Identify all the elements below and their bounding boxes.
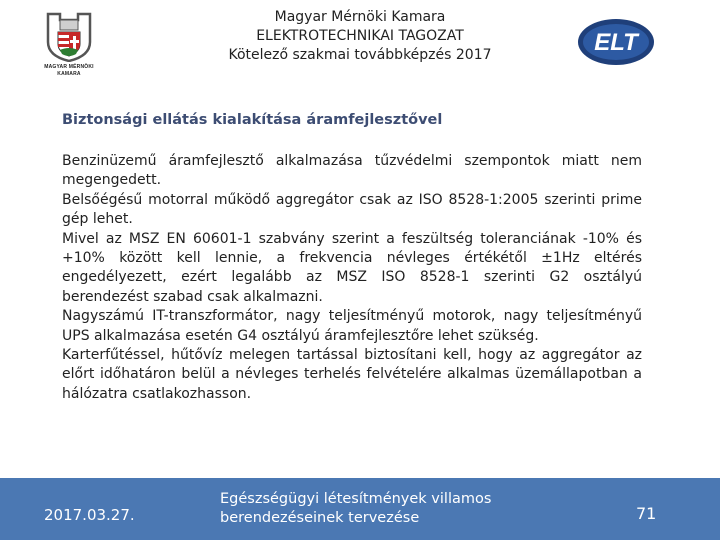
footer-date: 2017.03.27. bbox=[44, 506, 135, 524]
footer-title-line1: Egészségügyi létesítmények villamos bbox=[220, 491, 492, 507]
slide-header bbox=[120, 8, 600, 65]
paragraph-2: Belsőégésű motorral működő aggregátor csak az ISO 8528-1:2005 szerinti prime gép lehet. bbox=[62, 191, 642, 228]
paragraph-5: Karterfűtéssel, hűtővíz melegen tartással biztosítani kell, hogy az aggregátor az előrt időhatáron belül a névleges terhelés felvételére alkalmas üzemállapotban a hálózatra csatlakozhasson. bbox=[62, 347, 642, 402]
logo-caption-line1: MAGYAR MÉRNÖKI bbox=[44, 64, 94, 70]
slide-title: Biztonsági ellátás kialakítása áramfejlesztővel bbox=[62, 112, 443, 128]
slide-body bbox=[62, 152, 642, 404]
footer-title-line2: berendezéseinek tervezése bbox=[220, 510, 420, 526]
elt-logo bbox=[577, 18, 655, 66]
mmk-logo bbox=[40, 12, 98, 80]
slide-footer bbox=[0, 478, 720, 540]
footer-title bbox=[220, 490, 600, 528]
header-organization: Magyar Mérnöki Kamara bbox=[274, 9, 446, 25]
hungarian-coat-of-arms-icon bbox=[40, 12, 98, 62]
paragraph-1: Benzinüzemű áramfejlesztő alkalmazása tűzvédelmi szempontok miatt nem megengedett. bbox=[62, 153, 642, 189]
elt-logo-text: ELT bbox=[594, 29, 638, 56]
paragraph-4: Nagyszámú IT-transzformátor, nagy teljesítményű motorok, nagy teljesítményű UPS alkalmazása esetén G4 osztályú áramfejlesztőre lehet szükség. bbox=[62, 308, 642, 344]
header-section: ELEKTROTECHNIKAI TAGOZAT bbox=[256, 28, 464, 44]
page-number: 71 bbox=[636, 504, 657, 523]
elt-logo-icon bbox=[577, 18, 655, 66]
logo-caption-line2: KAMARA bbox=[57, 71, 81, 77]
header-course: Kötelező szakmai továbbképzés 2017 bbox=[228, 47, 492, 63]
paragraph-3: Mivel az MSZ EN 60601-1 szabvány szerint a feszültség toleranciának -10% és +10% között kell lennie, a frekvencia névleges értékétől ±1Hz eltérés engedélyezett, ezért legalább az MSZ ISO 8528-1 szerinti G2 osztályú berendezést szabad csak alkalmazni. bbox=[62, 230, 642, 305]
